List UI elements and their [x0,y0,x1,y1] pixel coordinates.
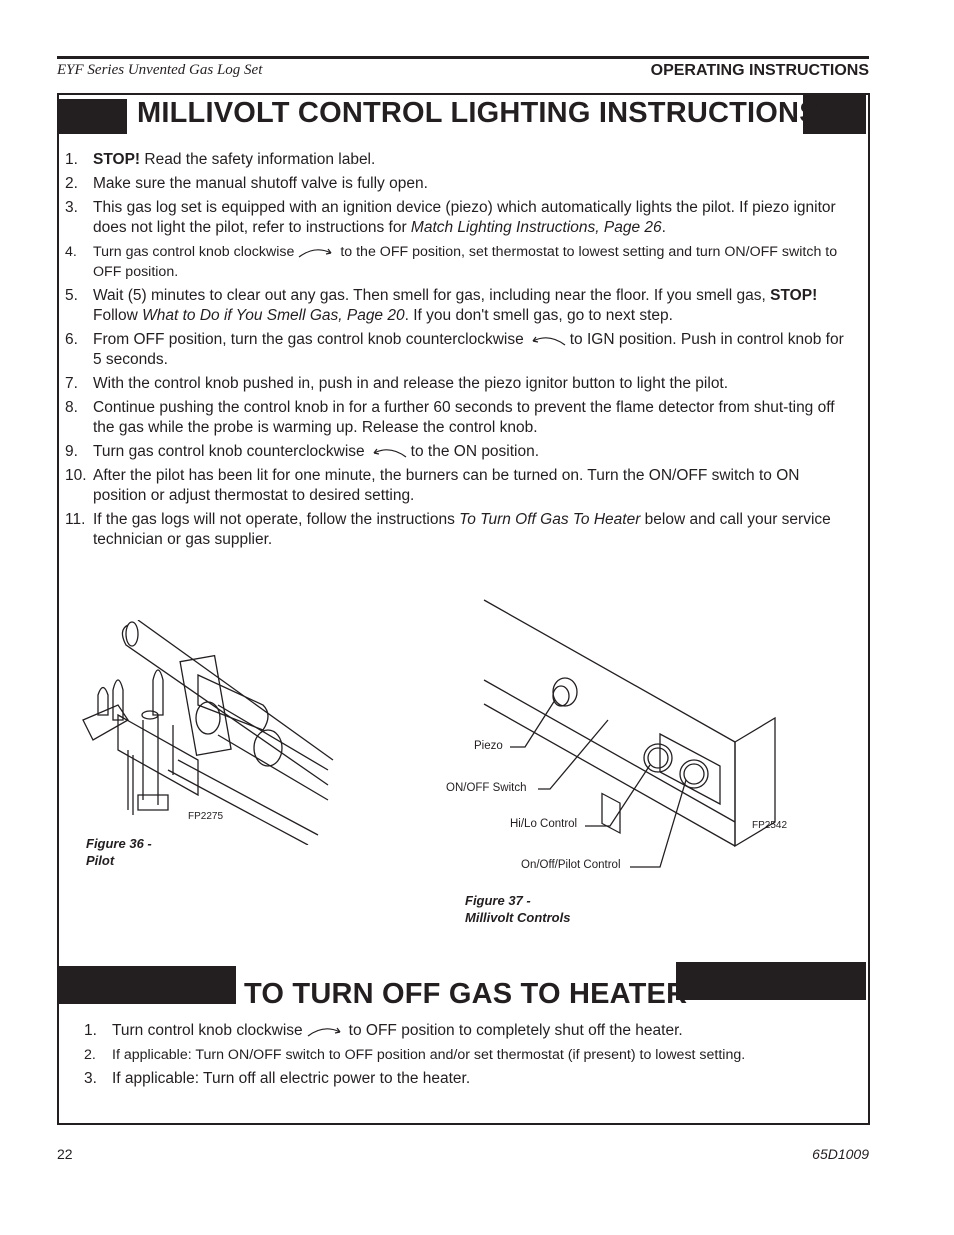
document-code: 65D1009 [812,1146,869,1162]
title-bar-right-2 [676,962,866,1000]
label-hilo-control: Hi/Lo Control [510,818,578,830]
step-2: 2. Make sure the manual shutoff valve is fully open. [65,175,428,192]
step-8: 8. Continue pushing the control knob in for a further 60 seconds to prevent the flame detector from shut-ting off the gas while the probe is warming up. Release the control knob. [65,399,835,436]
figure-36-code: FP2275 [188,811,224,822]
title-bar-left-2 [59,966,236,1004]
lighting-steps [65,150,856,554]
label-pilot-control: On/Off/Pilot Control [521,859,621,871]
section-title-turn-off: TO TURN OFF GAS TO HEATER [244,978,688,1010]
page-number: 22 [57,1146,73,1162]
figure-36-caption: Figure 36 - Pilot [86,836,152,868]
label-onoff-switch: ON/OFF Switch [446,782,527,794]
figure-37-code: FP2542 [752,820,788,831]
label-piezo: Piezo [474,740,503,752]
clockwise-arrow-icon [297,245,337,259]
step-1: 1. STOP! Read the safety information label. [65,151,376,168]
millivolt-controls-illustration [430,590,810,880]
off-step-2: 2. If applicable: Turn ON/OFF switch to OFF position and/or set thermostat (if present) to lowest setting. [84,1047,746,1063]
clockwise-arrow-icon [306,1024,346,1038]
step-10: 10. After the pilot has been lit for one minute, the burners can be turned on. Turn the ON/OFF switch to ON position or adjust thermostat to desired setting. [65,467,800,504]
counterclockwise-arrow-icon [368,445,408,459]
section-title-lighting: MILLIVOLT CONTROL LIGHTING INSTRUCTIONS [137,97,819,129]
step-4: 4. Turn gas control knob clockwise to the OFF position, set thermostat to lowest setting and turn ON/OFF switch to OFF position. [65,244,838,280]
off-step-1: 1. Turn control knob clockwise to OFF position to completely shut off the heater. [84,1022,683,1039]
step-5: 5. Wait (5) minutes to clear out any gas. Then smell for gas, including near the floor. If you smell gas, STOP! Follow What to Do if You Smell Gas, Page 20. If you don't smell gas, go to next step. [65,287,818,324]
header-rule [57,56,869,59]
step-9: 9. Turn gas control knob counterclockwise to the ON position. [65,443,540,460]
figure-37-caption: Figure 37 - Millivolt Controls [465,893,571,925]
off-step-3: 3. If applicable: Turn off all electric power to the heater. [84,1070,471,1087]
step-6: 6. From OFF position, turn the gas control knob counterclockwise to IGN position. Push in control knob for 5 seconds. [65,331,844,368]
counterclockwise-arrow-icon [527,333,567,347]
header-series-title: EYF Series Unvented Gas Log Set [57,62,263,78]
header-section-title: OPERATING INSTRUCTIONS [650,62,869,79]
step-3: 3. This gas log set is equipped with an ignition device (piezo) which automatically lights the pilot. If piezo ignitor does not light the pilot, refer to instructions for Match Lighting Instructions, Page 26. [65,199,836,236]
title-bar-left [59,99,127,134]
step-7: 7. With the control knob pushed in, push in and release the piezo ignitor button to light the pilot. [65,375,729,392]
step-11: 11. If the gas logs will not operate, follow the instructions To Turn Off Gas To Heater below and call your service technician or gas supplier. [65,511,831,548]
turn-off-steps [84,1021,854,1093]
